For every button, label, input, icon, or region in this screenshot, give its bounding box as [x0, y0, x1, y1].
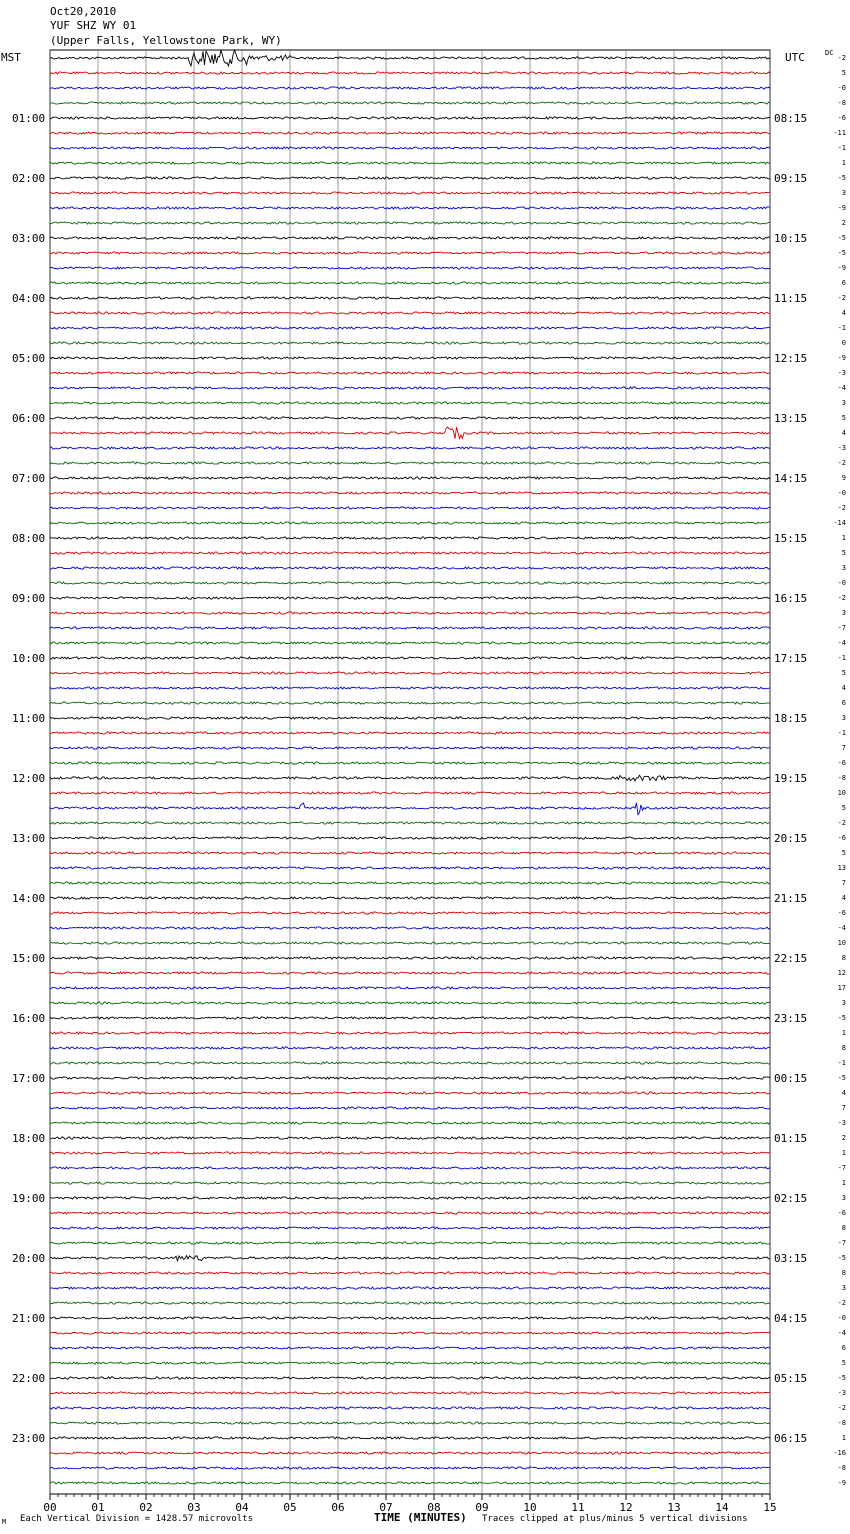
x-tick-label: 08 [427, 1501, 441, 1514]
dc-offset-label: -1 [837, 729, 846, 737]
dc-offset-label: -2 [837, 1404, 846, 1412]
seismic-trace [50, 537, 770, 539]
seismic-trace [50, 867, 770, 869]
station-code: YUF SHZ WY 01 [50, 19, 137, 32]
x-tick-label: 01 [91, 1501, 105, 1514]
dc-offset-label: 7 [841, 1104, 846, 1112]
x-tick-label: 06 [331, 1501, 345, 1514]
dc-offset-label: 8 [841, 1269, 846, 1277]
seismic-trace [50, 1437, 770, 1439]
dc-offset-label: -9 [837, 1479, 846, 1487]
dc-offset-label: 13 [837, 864, 846, 872]
dc-offset-label: 1 [841, 1434, 846, 1442]
seismic-trace [50, 1392, 770, 1394]
seismic-trace [50, 522, 770, 524]
seismic-trace [50, 252, 770, 254]
dc-offset-label: 1 [841, 1149, 846, 1157]
dc-offset-label: -6 [837, 759, 846, 767]
dc-offset-label: -0 [837, 579, 846, 587]
hour-label-right: 10:15 [774, 232, 808, 245]
seismic-trace [50, 507, 770, 509]
dc-offset-label: 9 [841, 474, 846, 482]
dc-offset-label: -2 [837, 504, 846, 512]
hour-label-right: 17:15 [774, 652, 808, 665]
seismic-trace [50, 297, 770, 299]
hour-label-left: 09:00 [12, 592, 46, 605]
hour-label-left: 18:00 [12, 1132, 46, 1145]
dc-offset-label: -4 [837, 1329, 846, 1337]
dc-offset-label: -2 [837, 819, 846, 827]
dc-offset-label: -7 [837, 1239, 846, 1247]
dc-offset-label: -2 [837, 1299, 846, 1307]
x-tick-label: 10 [523, 1501, 537, 1514]
dc-offset-label: -2 [837, 54, 846, 62]
hour-label-right: 05:15 [774, 1372, 808, 1385]
dc-offset-label: -14 [833, 519, 846, 527]
seismic-trace [50, 732, 770, 734]
x-tick-label: 00 [43, 1501, 57, 1514]
seismic-trace [50, 1256, 770, 1261]
seismic-trace [50, 102, 770, 104]
dc-offset-label: -1 [837, 654, 846, 662]
hour-label-right: 12:15 [774, 352, 808, 365]
dc-offset-label: 5 [841, 414, 846, 422]
hour-label-left: 20:00 [12, 1252, 46, 1265]
seismic-trace [50, 1182, 770, 1184]
dc-offset-label: -5 [837, 234, 846, 242]
seismic-trace [50, 642, 770, 644]
seismic-trace [50, 207, 770, 209]
dc-offset-label: 3 [841, 714, 846, 722]
seismic-trace [50, 372, 770, 374]
seismic-trace [50, 1317, 770, 1319]
seismic-trace [50, 387, 770, 389]
x-tick-label: 05 [283, 1501, 297, 1514]
dc-offset-label: -7 [837, 1164, 846, 1172]
hour-label-left: 15:00 [12, 952, 46, 965]
dc-offset-label: -5 [837, 1374, 846, 1382]
hour-label-left: 07:00 [12, 472, 46, 485]
dc-offset-label: 8 [841, 1224, 846, 1232]
seismic-trace [50, 775, 770, 781]
hour-label-left: 14:00 [12, 892, 46, 905]
seismic-trace [50, 1347, 770, 1349]
seismic-trace [50, 492, 770, 494]
dc-offset-label: -2 [837, 459, 846, 467]
hour-label-right: 19:15 [774, 772, 808, 785]
dc-offset-label: 0 [841, 339, 846, 347]
dc-offset-label: 6 [841, 279, 846, 287]
seismic-trace [50, 147, 770, 149]
seismic-trace [50, 1212, 770, 1214]
hour-label-left: 02:00 [12, 172, 46, 185]
seismic-trace [50, 477, 770, 479]
hour-label-left: 23:00 [12, 1432, 46, 1445]
seismic-trace [50, 1302, 770, 1304]
seismic-trace [50, 177, 770, 179]
dc-offset-label: -7 [837, 624, 846, 632]
dc-offset-label: -8 [837, 774, 846, 782]
hour-label-right: 16:15 [774, 592, 808, 605]
dc-offset-label: 3 [841, 1194, 846, 1202]
seismic-trace [50, 792, 770, 794]
hour-label-left: 16:00 [12, 1012, 46, 1025]
seismic-trace [50, 1407, 770, 1409]
hour-label-left: 11:00 [12, 712, 46, 725]
seismic-trace [50, 1332, 770, 1334]
dc-offset-label: -2 [837, 594, 846, 602]
seismic-trace [50, 417, 770, 419]
x-tick-label: 07 [379, 1501, 393, 1514]
seismic-trace [50, 1167, 770, 1169]
seismic-trace [50, 357, 770, 359]
dc-offset-label: 3 [841, 609, 846, 617]
hour-label-right: 13:15 [774, 412, 808, 425]
dc-offset-label: -1 [837, 324, 846, 332]
hour-label-left: 08:00 [12, 532, 46, 545]
hour-label-left: 13:00 [12, 832, 46, 845]
hour-label-left: 06:00 [12, 412, 46, 425]
hour-label-right: 11:15 [774, 292, 808, 305]
hour-label-left: 19:00 [12, 1192, 46, 1205]
dc-offset-label: 17 [837, 984, 846, 992]
hour-label-right: 02:15 [774, 1192, 808, 1205]
dc-offset-label: 8 [841, 954, 846, 962]
dc-offset-label: -2 [837, 294, 846, 302]
dc-offset-label: 5 [841, 849, 846, 857]
seismic-trace [50, 192, 770, 194]
dc-offset-label: 3 [841, 999, 846, 1007]
dc-offset-label: 7 [841, 744, 846, 752]
dc-offset-label: -3 [837, 444, 846, 452]
seismic-trace [50, 687, 770, 689]
seismic-trace [50, 1062, 770, 1064]
dc-offset-label: -5 [837, 249, 846, 257]
seismic-trace [50, 1152, 770, 1154]
seismic-trace [50, 567, 770, 569]
dc-offset-label: 5 [841, 669, 846, 677]
seismic-trace [50, 1377, 770, 1379]
seismic-trace [50, 837, 770, 839]
dc-offset-label: -8 [837, 1464, 846, 1472]
seismic-trace [50, 1482, 770, 1484]
dc-offset-label: -4 [837, 639, 846, 647]
seismic-trace [50, 1452, 770, 1454]
dc-offset-label: -9 [837, 354, 846, 362]
seismic-trace [50, 222, 770, 224]
dc-offset-label: -8 [837, 1419, 846, 1427]
seismic-trace [50, 132, 770, 134]
seismic-trace [50, 882, 770, 884]
dc-offset-label: 5 [841, 69, 846, 77]
dc-offset-label: 6 [841, 1344, 846, 1352]
dc-offset-label: 6 [841, 699, 846, 707]
dc-offset-label: 4 [841, 684, 846, 692]
dc-offset-label: 5 [841, 1359, 846, 1367]
seismic-trace [50, 672, 770, 674]
dc-offset-label: -3 [837, 1389, 846, 1397]
seismic-trace [50, 1467, 770, 1469]
x-tick-label: 14 [715, 1501, 729, 1514]
seismic-trace [50, 50, 770, 66]
hour-label-right: 01:15 [774, 1132, 808, 1145]
dc-offset-label: 1 [841, 1179, 846, 1187]
dc-offset-label: -1 [837, 1059, 846, 1067]
hour-label-right: 15:15 [774, 532, 808, 545]
seismic-trace [50, 117, 770, 119]
seismic-trace [50, 87, 770, 89]
dc-offset-label: 2 [841, 1134, 846, 1142]
dc-offset-label: 4 [841, 894, 846, 902]
seismic-trace [50, 927, 770, 929]
seismic-trace [50, 582, 770, 584]
seismic-trace [50, 72, 770, 74]
seismic-trace [50, 957, 770, 959]
seismic-trace [50, 612, 770, 614]
dc-offset-label: -4 [837, 924, 846, 932]
dc-offset-label: -0 [837, 1314, 846, 1322]
dc-offset-label: 10 [837, 789, 846, 797]
dc-offset-label: -4 [837, 384, 846, 392]
seismic-trace [50, 1092, 770, 1094]
dc-offset-label: -6 [837, 1209, 846, 1217]
seismic-trace [50, 657, 770, 659]
hour-label-right: 00:15 [774, 1072, 808, 1085]
seismic-trace [50, 1077, 770, 1079]
seismic-trace [50, 762, 770, 764]
hour-label-left: 01:00 [12, 112, 46, 125]
seismic-trace [50, 552, 770, 554]
hour-label-right: 20:15 [774, 832, 808, 845]
dc-offset-header: DC [825, 49, 834, 57]
seismic-trace [50, 803, 770, 815]
dc-offset-label: 5 [841, 804, 846, 812]
dc-offset-label: -0 [837, 489, 846, 497]
seismic-trace [50, 747, 770, 749]
hour-label-left: 12:00 [12, 772, 46, 785]
dc-offset-label: 1 [841, 534, 846, 542]
seismic-trace [50, 1227, 770, 1229]
dc-offset-label: 3 [841, 399, 846, 407]
dc-offset-label: -0 [837, 84, 846, 92]
hour-label-left: 21:00 [12, 1312, 46, 1325]
dc-offset-label: 4 [841, 309, 846, 317]
hour-label-left: 10:00 [12, 652, 46, 665]
hour-label-right: 03:15 [774, 1252, 808, 1265]
seismic-trace [50, 1122, 770, 1124]
dc-offset-label: 12 [837, 969, 846, 977]
hour-label-right: 09:15 [774, 172, 808, 185]
station-location: (Upper Falls, Yellowstone Park, WY) [50, 34, 282, 47]
dc-offset-label: 2 [841, 219, 846, 227]
left-timezone-label: MST [1, 51, 21, 64]
dc-offset-label: 4 [841, 1089, 846, 1097]
corner-mark: M [2, 1518, 7, 1526]
seismic-trace [50, 1017, 770, 1019]
seismic-trace [50, 1362, 770, 1364]
seismic-trace [50, 1422, 770, 1424]
dc-offset-label: 5 [841, 549, 846, 557]
seismic-trace [50, 327, 770, 329]
seismic-trace [50, 427, 770, 439]
x-tick-label: 15 [763, 1501, 777, 1514]
seismic-trace [50, 852, 770, 854]
dc-offset-label: -9 [837, 204, 846, 212]
seismic-trace [50, 1032, 770, 1034]
x-axis-label: TIME (MINUTES) [374, 1511, 467, 1524]
x-tick-label: 11 [571, 1501, 585, 1514]
seismic-trace [50, 942, 770, 944]
seismic-trace [50, 1287, 770, 1289]
seismic-trace [50, 342, 770, 344]
hour-label-right: 08:15 [774, 112, 808, 125]
dc-offset-label: 1 [841, 159, 846, 167]
hour-label-left: 03:00 [12, 232, 46, 245]
hour-label-right: 18:15 [774, 712, 808, 725]
hour-label-left: 22:00 [12, 1372, 46, 1385]
hour-label-right: 23:15 [774, 1012, 808, 1025]
seismic-trace [50, 822, 770, 824]
time-labels [12, 54, 846, 1514]
hour-label-left: 05:00 [12, 352, 46, 365]
dc-offset-label: -16 [833, 1449, 846, 1457]
seismic-trace [50, 717, 770, 719]
dc-offset-label: -8 [837, 99, 846, 107]
right-timezone-label: UTC [785, 51, 805, 64]
seismic-trace [50, 972, 770, 974]
seismic-trace [50, 447, 770, 449]
dc-offset-label: -5 [837, 1074, 846, 1082]
seismic-trace [50, 597, 770, 599]
seismic-trace [50, 1002, 770, 1004]
dc-offset-label: 8 [841, 1044, 846, 1052]
chart-date: Oct20,2010 [50, 5, 117, 18]
dc-offset-label: 3 [841, 189, 846, 197]
seismic-trace [50, 282, 770, 284]
seismic-trace [50, 162, 770, 164]
dc-offset-label: -5 [837, 1254, 846, 1262]
x-tick-label: 02 [139, 1501, 153, 1514]
hour-label-right: 22:15 [774, 952, 808, 965]
seismic-trace [50, 462, 770, 464]
hour-label-right: 04:15 [774, 1312, 808, 1325]
hour-label-right: 14:15 [774, 472, 808, 485]
dc-offset-label: -9 [837, 264, 846, 272]
dc-offset-label: 7 [841, 879, 846, 887]
clipping-note: Traces clipped at plus/minus 5 vertical divisions [482, 1514, 748, 1524]
x-tick-label: 13 [667, 1501, 681, 1514]
seismic-trace [50, 1197, 770, 1199]
seismic-trace [50, 987, 770, 989]
x-tick-label: 03 [187, 1501, 201, 1514]
x-tick-label: 09 [475, 1501, 489, 1514]
dc-offset-label: 1 [841, 1029, 846, 1037]
seismic-trace [50, 702, 770, 704]
seismic-trace [50, 1242, 770, 1244]
dc-offset-label: -6 [837, 909, 846, 917]
dc-offset-label: -5 [837, 1014, 846, 1022]
dc-offset-label: 4 [841, 429, 846, 437]
seismic-traces [50, 50, 770, 1484]
dc-offset-label: -6 [837, 114, 846, 122]
dc-offset-label: -11 [833, 129, 846, 137]
x-tick-label: 04 [235, 1501, 249, 1514]
hour-label-right: 06:15 [774, 1432, 808, 1445]
dc-offset-label: 3 [841, 564, 846, 572]
seismic-trace [50, 1107, 770, 1109]
seismic-trace [50, 267, 770, 269]
dc-offset-label: 10 [837, 939, 846, 947]
seismic-trace [50, 912, 770, 914]
dc-offset-label: -5 [837, 174, 846, 182]
dc-offset-label: -1 [837, 144, 846, 152]
seismic-trace [50, 1272, 770, 1274]
hour-label-left: 04:00 [12, 292, 46, 305]
seismic-trace [50, 1047, 770, 1049]
seismic-trace [50, 897, 770, 899]
dc-offset-label: 3 [841, 1284, 846, 1292]
seismic-trace [50, 1137, 770, 1139]
vertical-scale-note: Each Vertical Division = 1428.57 microvolts [20, 1514, 253, 1524]
dc-offset-label: -3 [837, 1119, 846, 1127]
dc-offset-label: -6 [837, 834, 846, 842]
seismic-trace [50, 237, 770, 239]
seismic-trace [50, 402, 770, 404]
hour-label-left: 17:00 [12, 1072, 46, 1085]
hour-label-right: 21:15 [774, 892, 808, 905]
dc-offset-label: -3 [837, 369, 846, 377]
seismic-trace [50, 627, 770, 629]
x-tick-label: 12 [619, 1501, 633, 1514]
seismic-trace [50, 312, 770, 314]
